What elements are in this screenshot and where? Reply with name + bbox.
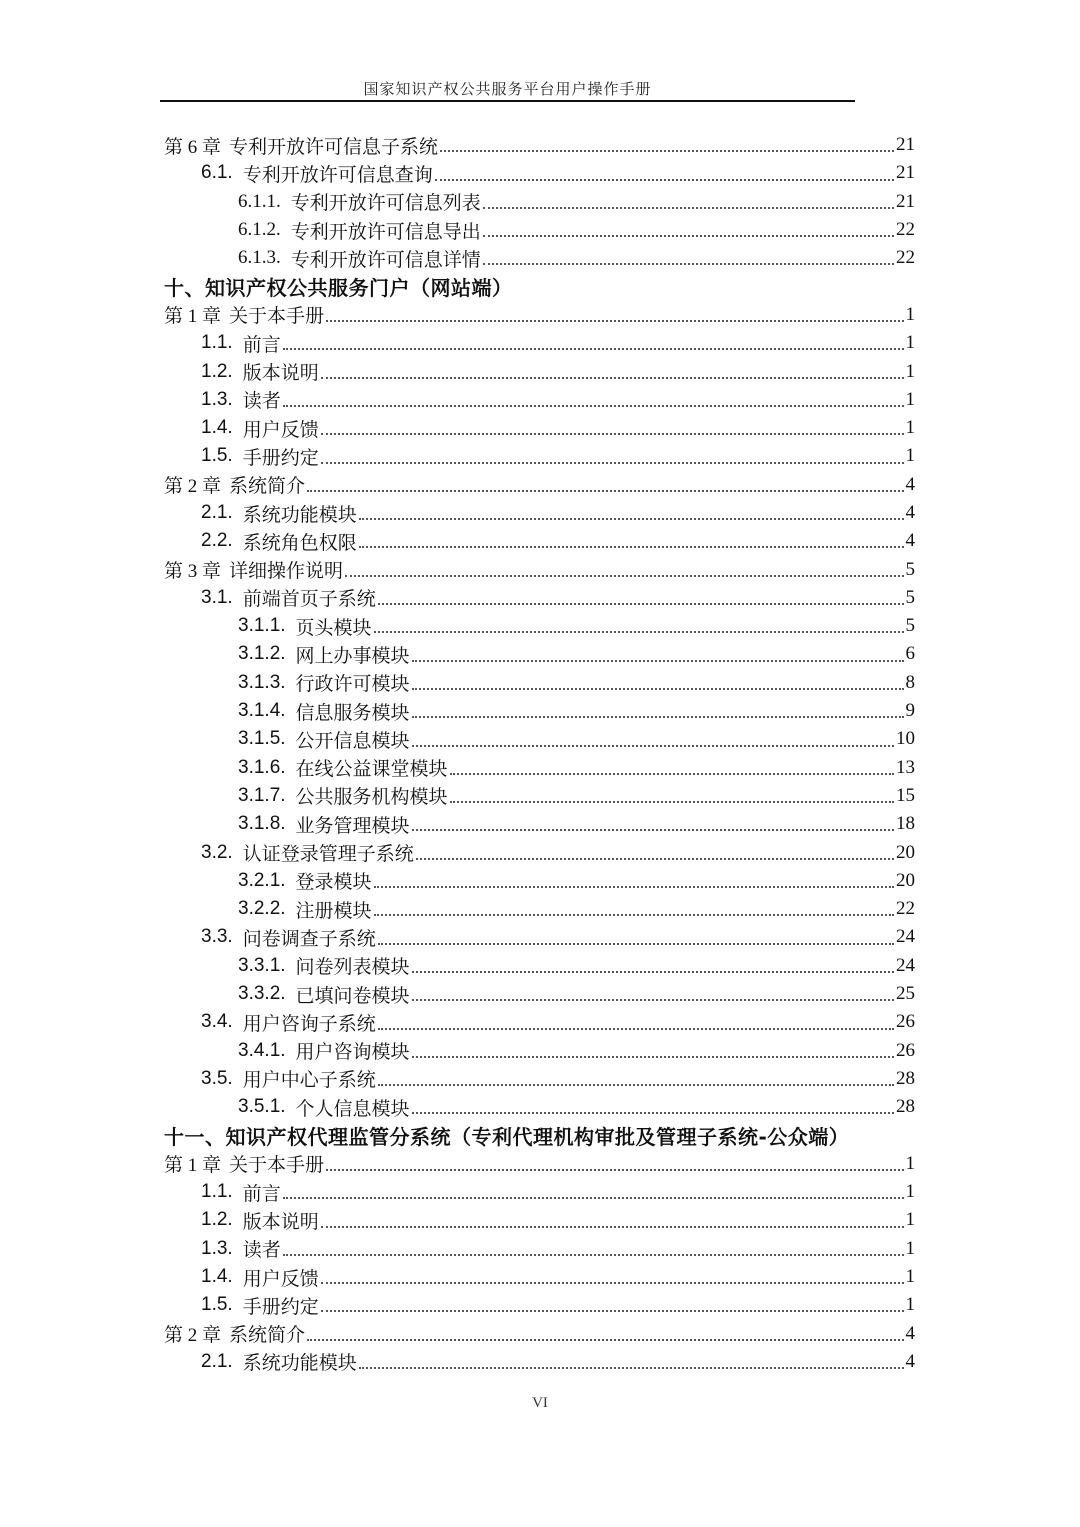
toc-entry-title: 版本说明 [242, 1210, 319, 1233]
toc-dot-leader [326, 320, 903, 322]
toc-dot-leader [412, 1112, 894, 1114]
toc-entry[interactable] [164, 923, 915, 951]
toc-entry-title: 系统简介 [229, 475, 306, 498]
toc-entry-page: 4 [905, 1350, 915, 1372]
toc-entry-title: 前言 [242, 333, 281, 356]
toc-entry-number: 3.1.4. [238, 700, 286, 722]
toc-entry-number: 6.1.3. [238, 247, 281, 269]
toc-entry-number: 十、 [164, 276, 205, 301]
toc-entry-title: 公开信息模块 [295, 729, 410, 752]
toc-entry-page: 4 [905, 502, 915, 523]
toc-entry-page: 1 [905, 417, 915, 439]
toc-dot-leader [374, 886, 894, 888]
toc-entry-title: 详细操作说明 [229, 560, 344, 583]
toc-entry-number: 1.3. [201, 1237, 233, 1259]
toc-entry-number: 第 2 章 [164, 476, 222, 498]
toc-entry[interactable] [164, 471, 915, 499]
toc-entry-number: 第 1 章 [164, 1155, 222, 1177]
toc-entry-title: 已填问卷模块 [295, 984, 410, 1007]
toc-entry-page: 21 [896, 134, 915, 156]
toc-entry[interactable] [164, 725, 915, 753]
toc-entry-number: 3.4. [201, 1011, 233, 1033]
toc-entry-number: 3.1.7. [238, 784, 286, 806]
toc-entry[interactable] [164, 1178, 915, 1206]
toc-dot-leader [374, 631, 904, 633]
toc-entry-page: 4 [905, 1322, 915, 1344]
toc-entry[interactable] [164, 640, 915, 668]
toc-entry-title: 用户反馈 [242, 418, 319, 441]
toc-entry-title: 问卷列表模块 [295, 956, 410, 979]
toc-entry[interactable] [164, 555, 915, 583]
toc-entry-title: 知识产权公共服务门户（网站端） [205, 276, 513, 301]
toc-entry-page: 8 [905, 671, 915, 693]
toc-entry-number: 十一、 [164, 1125, 226, 1150]
toc-dot-leader [283, 348, 904, 350]
toc-entry[interactable] [164, 414, 915, 442]
toc-entry-page: 26 [896, 1039, 915, 1061]
toc-entry[interactable] [164, 499, 915, 527]
toc-entry-page: 15 [896, 784, 915, 806]
toc-entry-number: 1.4. [201, 417, 233, 439]
toc-entry-number: 3.1.3. [238, 671, 286, 693]
toc-entry-number: 3.3.1. [238, 954, 286, 976]
toc-entry[interactable] [164, 1319, 915, 1347]
toc-entry-page: 13 [896, 756, 915, 778]
toc-entry-title: 手册约定 [242, 446, 319, 469]
toc-entry-title: 关于本手册 [229, 1154, 325, 1177]
toc-entry-page: 1 [905, 303, 915, 325]
toc-entry-page: 9 [905, 700, 915, 722]
toc-dot-leader [326, 1169, 903, 1171]
toc-entry[interactable] [164, 1037, 915, 1065]
toc-dot-leader [450, 801, 894, 803]
toc-entry-title: 读者 [242, 390, 281, 413]
toc-entry-page: 1 [905, 332, 915, 354]
toc-entry-title: 系统简介 [229, 1324, 306, 1347]
toc-dot-leader [321, 433, 904, 435]
toc-entry-number: 1.1. [201, 332, 233, 354]
toc-entry[interactable] [164, 1348, 915, 1376]
toc-entry[interactable] [164, 810, 915, 838]
toc-entry[interactable] [164, 386, 915, 414]
toc-dot-leader [378, 1028, 894, 1030]
toc-part-heading[interactable] [164, 1121, 915, 1149]
toc-dot-leader [416, 858, 894, 860]
toc-entry-title: 登录模块 [295, 871, 372, 894]
toc-dot-leader [412, 660, 904, 662]
toc-dot-leader [412, 971, 894, 973]
toc-dot-leader [321, 1310, 904, 1312]
toc-entry-number: 第 1 章 [164, 306, 222, 328]
toc-dot-leader [412, 999, 894, 1001]
toc-entry[interactable] [164, 442, 915, 470]
toc-dot-leader [412, 829, 894, 831]
toc-dot-leader [283, 405, 904, 407]
toc-dot-leader [483, 235, 894, 237]
toc-dot-leader [378, 943, 894, 945]
toc-entry-title: 行政许可模块 [295, 673, 410, 696]
toc-entry-title: 用户咨询模块 [295, 1041, 410, 1064]
toc-entry-page: 28 [896, 1096, 915, 1118]
toc-entry-title: 用户中心子系统 [242, 1069, 376, 1092]
toc-entry-page: 1 [905, 445, 915, 467]
toc-entry-number: 3.2.1. [238, 869, 286, 891]
toc-dot-leader [412, 1056, 894, 1058]
toc-entry-number: 1.2. [201, 1209, 233, 1231]
page-header-title: 国家知识产权公共服务平台用户操作手册 [363, 80, 652, 98]
toc-entry[interactable] [164, 952, 915, 980]
toc-entry-number: 第 3 章 [164, 561, 222, 583]
toc-entry-number: 1.5. [201, 445, 233, 467]
toc-dot-leader [321, 377, 904, 379]
toc-entry[interactable] [164, 188, 915, 216]
toc-entry-number: 3.1. [201, 586, 233, 608]
toc-entry[interactable] [164, 782, 915, 810]
toc-entry[interactable] [164, 329, 915, 357]
toc-entry-number: 3.2. [201, 841, 233, 863]
toc-entry-number: 3.1.8. [238, 813, 286, 835]
toc-entry[interactable] [164, 895, 915, 923]
toc-entry-page: 28 [896, 1067, 915, 1089]
toc-entry[interactable] [164, 159, 915, 187]
toc-entry-title: 关于本手册 [229, 305, 325, 328]
toc-entry-page: 21 [896, 190, 915, 212]
toc-entry-number: 2.1. [201, 1350, 233, 1372]
toc-dot-leader [483, 207, 894, 209]
toc-entry[interactable] [164, 1235, 915, 1263]
toc-entry-title: 专利开放许可信息详情 [290, 248, 481, 271]
toc-entry-title: 手册约定 [242, 1295, 319, 1318]
toc-dot-leader [450, 773, 894, 775]
toc-entry[interactable] [164, 301, 915, 329]
toc-entry[interactable] [164, 584, 915, 612]
toc-entry-title: 信息服务模块 [295, 701, 410, 724]
toc-entry-page: 1 [905, 1294, 915, 1316]
toc-entry-title: 页头模块 [295, 616, 372, 639]
toc-entry-page: 1 [905, 1237, 915, 1259]
toc-dot-leader [435, 179, 894, 181]
toc-entry-title: 知识产权代理监管分系统（专利代理机构审批及管理子系统-公众端） [225, 1125, 850, 1150]
toc-entry-number: 6.1.1. [238, 190, 281, 212]
toc-entry-number: 3.4.1. [238, 1039, 286, 1061]
toc-entry-page: 4 [905, 530, 915, 552]
toc-entry-number: 3.3.2. [238, 983, 286, 1005]
toc-entry-page: 10 [896, 728, 915, 750]
toc-entry-title: 用户反馈 [242, 1267, 319, 1290]
toc-entry-page: 1 [905, 360, 915, 382]
toc-entry-title: 业务管理模块 [295, 814, 410, 837]
toc-entry-page: 5 [905, 615, 915, 637]
toc-entry-page: 20 [896, 869, 915, 891]
toc-entry-page: 22 [896, 898, 915, 920]
toc-entry-page: 1 [905, 1181, 915, 1203]
toc-entry-number: 3.3. [201, 926, 233, 948]
toc-dot-leader [412, 688, 904, 690]
toc-entry-title: 网上办事模块 [295, 644, 410, 667]
toc-entry-page: 25 [896, 983, 915, 1005]
toc-entry-number: 6.1. [201, 162, 233, 184]
toc-entry-page: 5 [905, 586, 915, 608]
toc-entry-page: 26 [896, 1011, 915, 1033]
toc-entry-title: 认证登录管理子系统 [242, 843, 414, 866]
toc-entry[interactable] [164, 1291, 915, 1319]
toc-dot-leader [440, 150, 894, 152]
toc-entry-number: 2.2. [201, 530, 233, 552]
toc-entry[interactable] [164, 357, 915, 385]
toc-dot-leader [412, 745, 894, 747]
toc-entry-number: 3.5. [201, 1067, 233, 1089]
toc-dot-leader [321, 1226, 904, 1228]
toc-entry-page: 6 [905, 643, 915, 665]
toc-entry-title: 公共服务机构模块 [295, 786, 448, 809]
toc-entry[interactable] [164, 867, 915, 895]
toc-entry-number: 第 2 章 [164, 1325, 222, 1347]
toc-dot-leader [307, 490, 903, 492]
toc-entry-title: 专利开放许可信息查询 [242, 163, 433, 186]
toc-entry-number: 3.2.2. [238, 898, 286, 920]
toc-dot-leader [307, 1339, 903, 1341]
toc-entry[interactable] [164, 697, 915, 725]
header-rule [160, 100, 855, 102]
toc-entry[interactable] [164, 612, 915, 640]
toc-entry-page: 24 [896, 926, 915, 948]
toc-entry[interactable] [164, 1206, 915, 1234]
toc-entry[interactable] [164, 244, 915, 272]
toc-entry-title: 版本说明 [242, 362, 319, 385]
toc-entry-number: 1.4. [201, 1266, 233, 1288]
toc-entry[interactable] [164, 1093, 915, 1121]
toc-entry-title: 前端首页子系统 [242, 588, 376, 611]
toc-entry-title: 系统功能模块 [242, 503, 357, 526]
toc-entry-number: 第 6 章 [164, 136, 222, 158]
table-of-contents [164, 131, 915, 1376]
toc-entry-number: 2.1. [201, 502, 233, 523]
toc-entry[interactable] [164, 1065, 915, 1093]
toc-entry[interactable] [164, 131, 915, 159]
toc-dot-leader [374, 914, 894, 916]
toc-entry-page: 1 [905, 388, 915, 410]
toc-dot-leader [345, 575, 903, 577]
toc-dot-leader [359, 1367, 904, 1369]
toc-dot-leader [283, 1254, 904, 1256]
toc-entry-number: 1.1. [201, 1181, 233, 1203]
toc-entry-number: 3.5.1. [238, 1096, 286, 1118]
toc-entry-title: 用户咨询子系统 [242, 1012, 376, 1035]
toc-entry-number: 1.2. [201, 360, 233, 382]
toc-entry[interactable] [164, 980, 915, 1008]
toc-entry-title: 注册模块 [295, 899, 372, 922]
toc-entry[interactable] [164, 1263, 915, 1291]
toc-entry-page: 1 [905, 1152, 915, 1174]
toc-entry-title: 问卷调查子系统 [242, 927, 376, 950]
toc-entry-number: 3.1.5. [238, 728, 286, 750]
toc-dot-leader [483, 263, 894, 265]
toc-entry-title: 在线公益课堂模块 [295, 758, 448, 781]
toc-entry-title: 系统角色权限 [242, 531, 357, 554]
toc-entry-title: 专利开放许可信息列表 [290, 192, 481, 215]
toc-dot-leader [378, 1084, 894, 1086]
toc-dot-leader [321, 1282, 904, 1284]
toc-dot-leader [359, 546, 904, 548]
toc-entry-page: 1 [905, 1209, 915, 1231]
toc-entry-page: 1 [905, 1266, 915, 1288]
toc-entry[interactable] [164, 527, 915, 555]
page-number: VI [532, 1395, 548, 1411]
toc-entry-number: 1.5. [201, 1294, 233, 1316]
toc-entry-number: 1.3. [201, 388, 233, 410]
toc-part-heading[interactable] [164, 272, 915, 300]
toc-entry[interactable] [164, 838, 915, 866]
toc-entry-page: 24 [896, 954, 915, 976]
toc-dot-leader [321, 462, 904, 464]
toc-entry-page: 20 [896, 841, 915, 863]
toc-entry[interactable] [164, 669, 915, 697]
toc-entry-title: 专利开放许可信息导出 [290, 220, 481, 243]
toc-dot-leader [283, 1197, 904, 1199]
toc-entry-number: 3.1.1. [238, 615, 286, 637]
toc-entry-number: 6.1.2. [238, 219, 281, 241]
toc-entry-page: 22 [896, 219, 915, 241]
toc-entry[interactable] [164, 754, 915, 782]
toc-entry-number: 3.1.2. [238, 643, 286, 665]
toc-entry-page: 21 [896, 162, 915, 184]
toc-entry-title: 系统功能模块 [242, 1352, 357, 1375]
toc-entry-page: 4 [905, 473, 915, 495]
toc-entry-page: 5 [905, 558, 915, 580]
toc-entry-title: 读者 [242, 1239, 281, 1262]
toc-entry-title: 专利开放许可信息子系统 [229, 135, 439, 158]
toc-entry[interactable] [164, 1150, 915, 1178]
toc-dot-leader [412, 716, 904, 718]
toc-entry-page: 22 [896, 247, 915, 269]
toc-dot-leader [378, 603, 904, 605]
toc-dot-leader [359, 518, 904, 520]
toc-entry[interactable] [164, 216, 915, 244]
toc-entry-title: 个人信息模块 [295, 1097, 410, 1120]
toc-entry[interactable] [164, 1008, 915, 1036]
toc-entry-title: 前言 [242, 1182, 281, 1205]
toc-entry-number: 3.1.6. [238, 756, 286, 778]
toc-entry-page: 18 [896, 813, 915, 835]
